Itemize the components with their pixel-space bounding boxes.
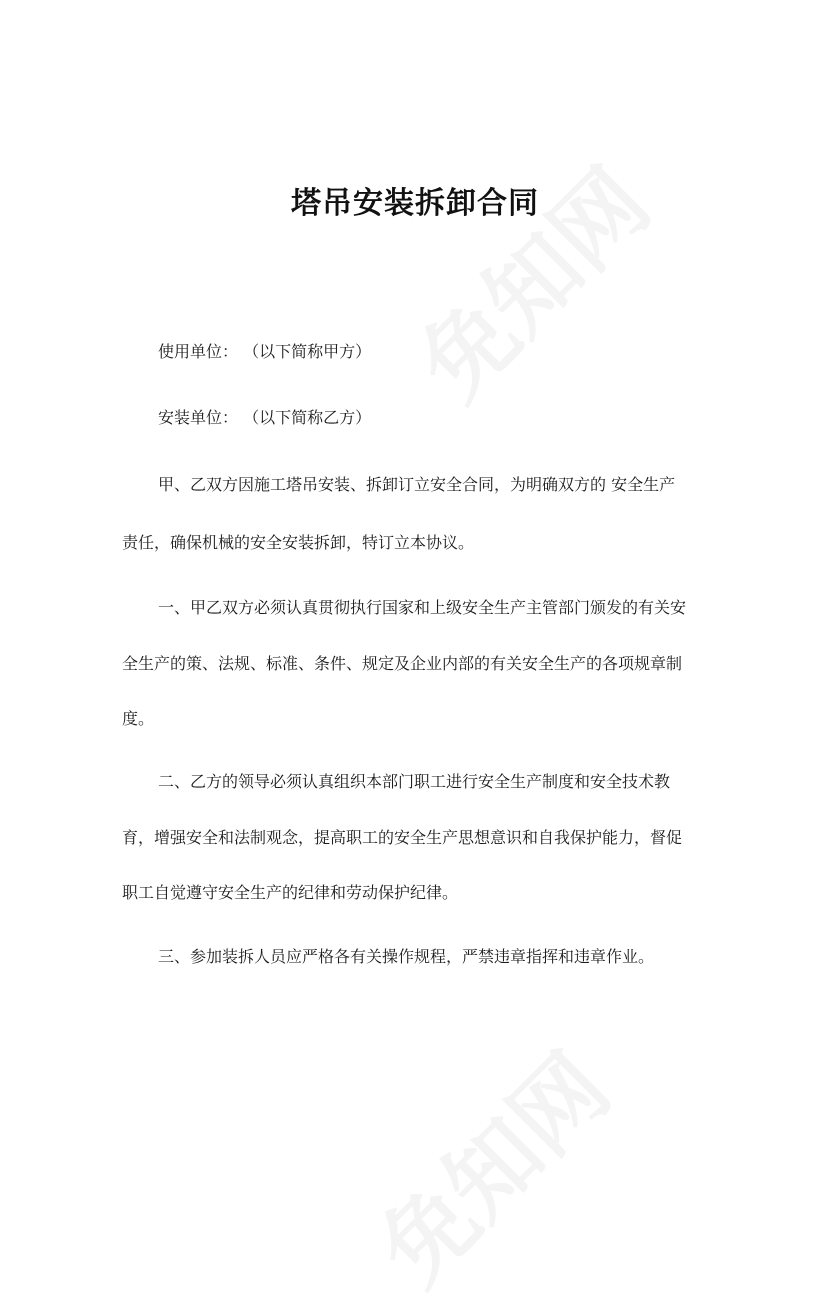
clause-2-line: 二、乙方的领导必须认真组织本部门职工进行安全生产制度和安全技术教 xyxy=(158,772,671,791)
intro-paragraph-line: 责任，确保机械的安全安装拆卸，特订立本协议。 xyxy=(122,533,475,552)
clause-1-line: 全生产的策、法规、标准、条件、规定及企业内部的有关安全生产的各项规章制 xyxy=(122,654,683,673)
clause-2-line: 职工自觉遵守安全生产的纪律和劳动保护纪律。 xyxy=(122,883,459,902)
user-unit-field: 使用单位： （以下简称甲方） xyxy=(158,342,372,361)
document-title: 塔吊安装拆卸合同 xyxy=(291,186,539,221)
clause-2-line: 育，增强安全和法制观念，提高职工的安全生产思想意识和自我保护能力，督促 xyxy=(122,828,683,847)
clause-1-line: 度。 xyxy=(122,709,155,728)
watermark xyxy=(345,1020,634,1308)
clause-1-line: 一、甲乙双方必须认真贯彻执行国家和上级安全生产主管部门颁发的有关安 xyxy=(158,598,687,617)
intro-paragraph-line: 甲、乙双方因施工塔吊安装、拆卸订立安全合同，为明确双方的 安全生产 xyxy=(158,475,676,494)
install-unit-field: 安装单位： （以下简称乙方） xyxy=(158,408,372,427)
clause-3-line: 三、参加装拆人员应严格各有关操作规程，严禁违章指挥和违章作业。 xyxy=(158,947,655,966)
